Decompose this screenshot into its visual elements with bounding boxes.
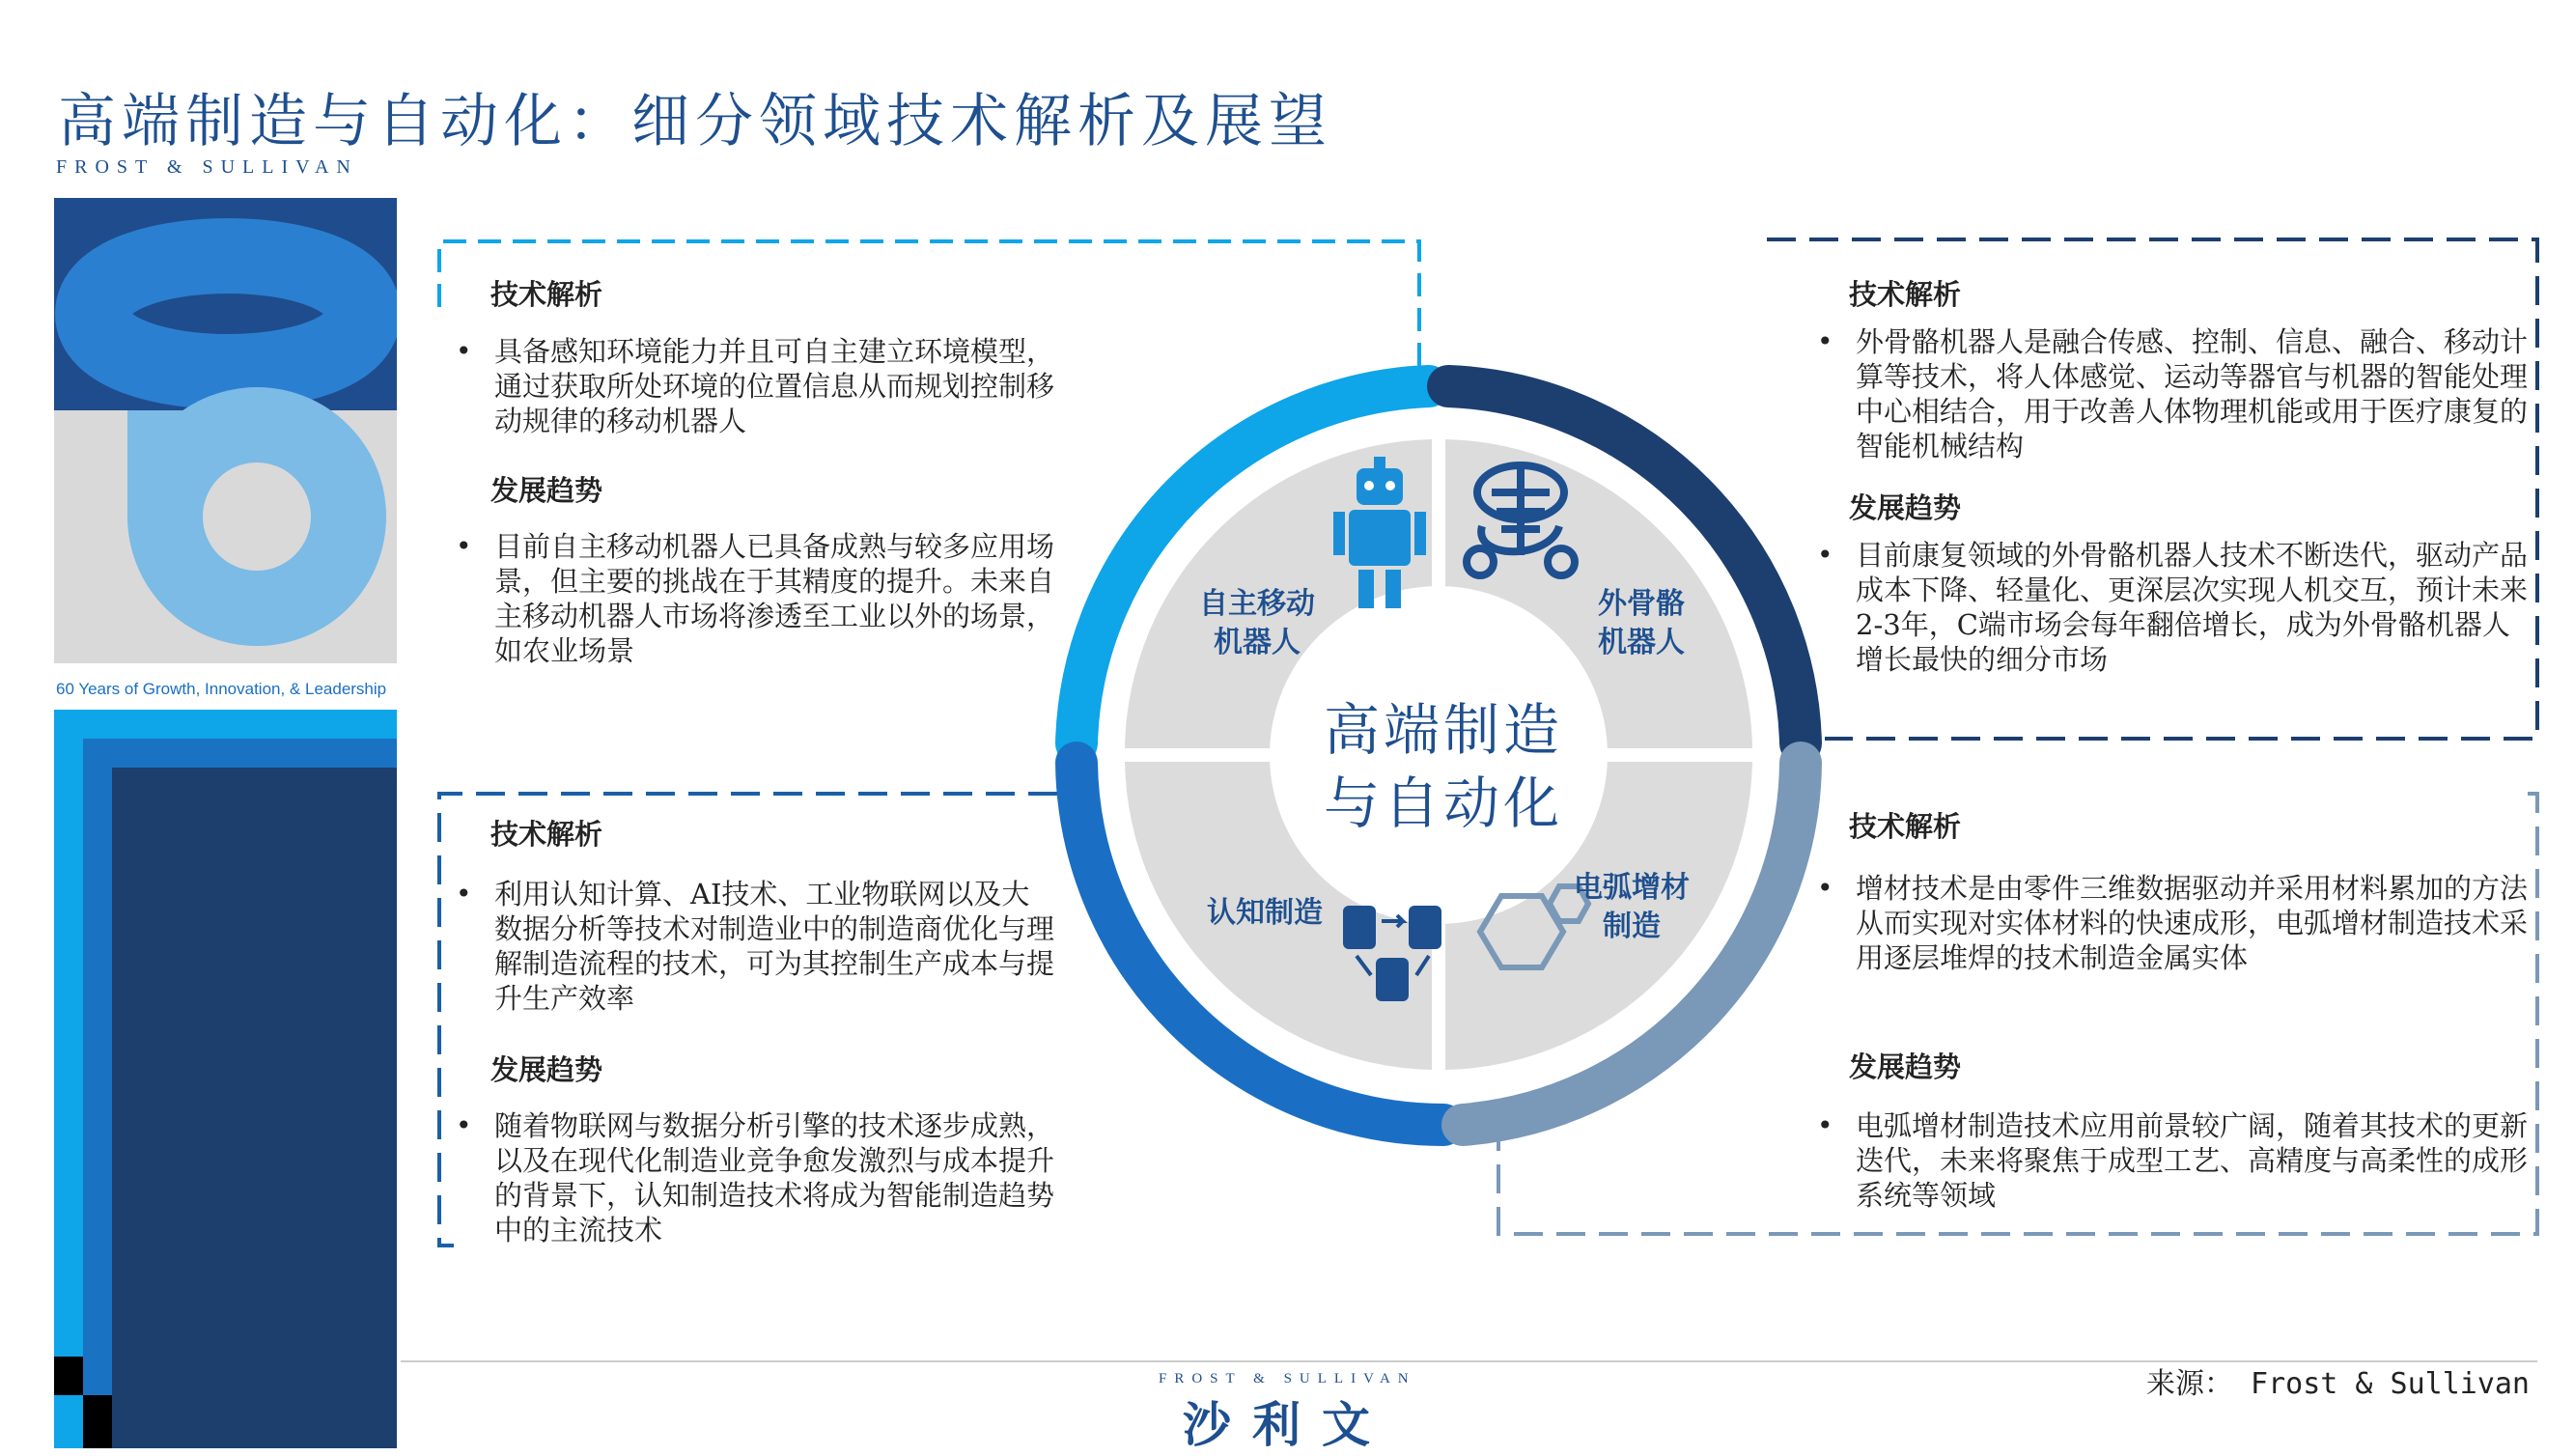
brand-tagline: 60 Years of Growth, Innovation, & Leadership xyxy=(56,680,387,698)
br-trend-heading: 发展趋势 xyxy=(1849,1050,1962,1083)
center-title-line1: 高端制造 xyxy=(1323,697,1563,763)
tr-trend-heading: 发展趋势 xyxy=(1849,491,1962,524)
br-trend-text: • 电弧增材制造技术应用前景较广阔，随着其技术的更新迭代，未来将聚焦于成型工艺、高精度与高柔性的成形系统等领域 xyxy=(1815,1108,2534,1213)
tl-trend-text: • 目前自主移动机器人已具备成熟与较多应用场景，但主要的挑战在于其精度的提升。未来自主移动机器人市场将渗透至工业以外的场景，如农业场景 xyxy=(454,529,1057,668)
tl-analysis-heading: 技术解析 xyxy=(490,278,603,311)
footer-logo-cn: 沙利文 xyxy=(1183,1397,1391,1453)
footer-brand-wordmark: FROST & SULLIVAN xyxy=(1159,1371,1416,1386)
br-analysis-heading: 技术解析 xyxy=(1849,810,1962,843)
tr-analysis-text: • 外骨骼机器人是融合传感、控制、信息、融合、移动计算等技术，将人体感觉、运动等器官与机器的智能处理中心相结合，用于改善人体物理机能或用于医疗康复的智能机械结构 xyxy=(1815,324,2534,463)
brand-wordmark: FROST & SULLIVAN xyxy=(56,156,358,178)
page-title: 高端制造与自动化：细分领域技术解析及展望 xyxy=(58,88,1332,155)
segment-label-exoskeleton: 外骨骼 机器人 xyxy=(1598,587,1685,659)
bl-analysis-heading: 技术解析 xyxy=(490,818,603,851)
bl-analysis-text: • 利用认知计算、AI技术、工业物联网以及大数据分析等技术对制造业中的制造商优化与理解制造流程的技术，可为其控制生产成本与提升生产效率 xyxy=(454,877,1057,1016)
segment-label-cognitive: 认知制造 xyxy=(1207,896,1323,930)
bl-trend-text: • 随着物联网与数据分析引擎的技术逐步成熟，以及在现代化制造业竞争愈发激烈与成本提升的背景下，认知制造技术将成为智能制造趋势中的主流技术 xyxy=(454,1108,1057,1247)
br-analysis-text: • 增材技术是由零件三维数据驱动并采用材料累加的方法从而实现对实体材料的快速成形，电弧增材制造技术采用逐层堆焊的技术制造金属实体 xyxy=(1815,871,2534,975)
source-note: 来源： Frost & Sullivan xyxy=(2145,1367,2530,1401)
segment-label-arc: 电弧增材 制造 xyxy=(1574,871,1690,943)
tl-analysis-text: • 具备感知环境能力并且可自主建立环境模型，通过获取所处环境的位置信息从而规划控制移动规律的移动机器人 xyxy=(454,334,1057,438)
segment-label-amr: 自主移动 机器人 xyxy=(1199,587,1315,659)
tl-trend-heading: 发展趋势 xyxy=(490,474,603,507)
center-title-line2: 与自动化 xyxy=(1323,770,1563,836)
bl-trend-heading: 发展趋势 xyxy=(490,1053,603,1086)
tr-analysis-heading: 技术解析 xyxy=(1849,278,1962,311)
tr-trend-text: • 目前康复领域的外骨骼机器人技术不断迭代，驱动产品成本下降、轻量化、更深层次实现人机交互，预计未来2-3年，C端市场会每年翻倍增长，成为外骨骼机器人增长最快的细分市场 xyxy=(1815,538,2534,677)
center-title xyxy=(1284,693,1603,840)
